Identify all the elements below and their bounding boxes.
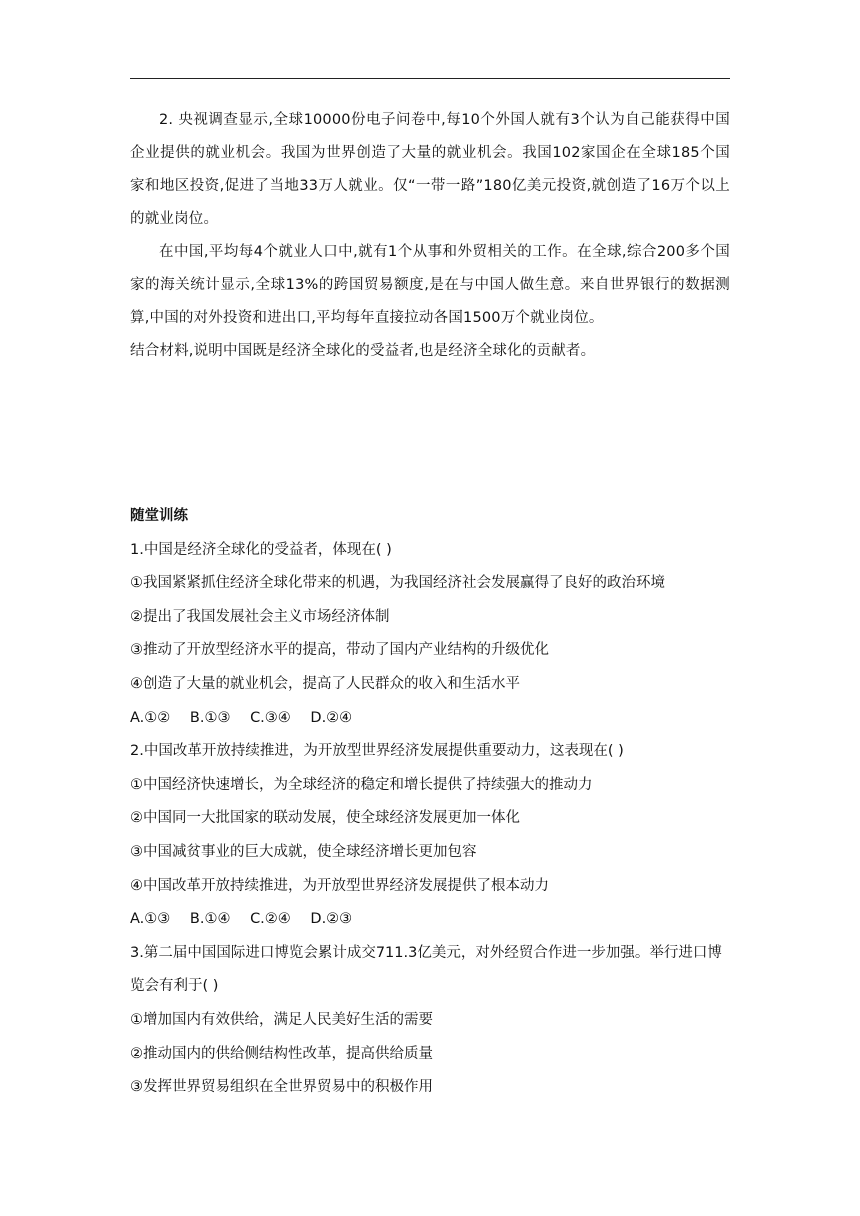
question-1-option: ①我国紧紧抓住经济全球化带来的机遇，为我国经济社会发展赢得了良好的政治环境 <box>130 575 665 592</box>
question-2-option: ②中国同一大批国家的联动发展，使全球经济发展更加一体化 <box>130 810 520 827</box>
question-3-option: ①增加国内有效供给，满足人民美好生活的需要 <box>130 1011 433 1028</box>
question-1-choices <box>130 702 730 736</box>
choice-c: C.②④ <box>250 911 291 928</box>
practice-section <box>130 500 730 1105</box>
section-heading: 随堂训练 <box>130 508 188 524</box>
question-3-option: ③发挥世界贸易组织在全世界贸易中的积极作用 <box>130 1079 433 1096</box>
question-2-option: ③中国减贫事业的巨大成就，使全球经济增长更加包容 <box>130 843 477 860</box>
passage-paragraph-2: 在中国,平均每4个就业人口中,就有1个从事和外贸相关的工作。在全球,综合200多个国家的海关统计显示,全球13%的跨国贸易额度,是在与中国人做生意。来自世界银行的数据测算,中国的对外投资和进出口,平均每年直接拉动各国1500万个就业岗位。 <box>130 244 730 326</box>
choice-b: B.①③ <box>189 709 231 726</box>
choice-c: C.③④ <box>250 709 291 726</box>
passage-question: 结合材料,说明中国既是经济全球化的受益者,也是经济全球化的贡献者。 <box>130 343 596 359</box>
choice-b: B.①④ <box>189 911 231 928</box>
passage-paragraph-1: 2. 央视调查显示,全球10000份电子问卷中,每10个外国人就有3个认为自己能获得中国企业提供的就业机会。我国为世界创造了大量的就业机会。我国102家国企在全球185个国家和地区投资,促进了当地33万人就业。仅“一带一路”180亿美元投资,就创造了16万个以上的就业岗位。 <box>130 112 730 227</box>
question-3-stem: 3.第二届中国国际进口博览会累计成交711.3亿美元，对外经贸合作进一步加强。举行进口博览会有利于( ) <box>130 944 722 995</box>
question-3-option: ②推动国内的供给侧结构性改革，提高供给质量 <box>130 1045 433 1062</box>
header-rule <box>130 78 730 79</box>
choice-a: A.①③ <box>130 911 171 928</box>
material-passage <box>130 104 730 368</box>
question-1-option: ②提出了我国发展社会主义市场经济体制 <box>130 608 390 625</box>
choice-a: A.①② <box>130 709 171 726</box>
choice-d: D.②③ <box>310 911 353 928</box>
choice-d: D.②④ <box>310 709 353 726</box>
question-1-stem: 1.中国是经济全球化的受益者，体现在( ) <box>130 541 392 558</box>
question-2-choices <box>130 903 730 937</box>
question-2-option: ④中国改革开放持续推进，为开放型世界经济发展提供了根本动力 <box>130 877 549 894</box>
question-1-option: ③推动了开放型经济水平的提高，带动了国内产业结构的升级优化 <box>130 642 549 659</box>
question-2-option: ①中国经济快速增长，为全球经济的稳定和增长提供了持续强大的推动力 <box>130 776 593 793</box>
question-2-stem: 2.中国改革开放持续推进，为开放型世界经济发展提供重要动力，这表现在( ) <box>130 743 624 760</box>
question-1-option: ④创造了大量的就业机会，提高了人民群众的收入和生活水平 <box>130 675 520 692</box>
